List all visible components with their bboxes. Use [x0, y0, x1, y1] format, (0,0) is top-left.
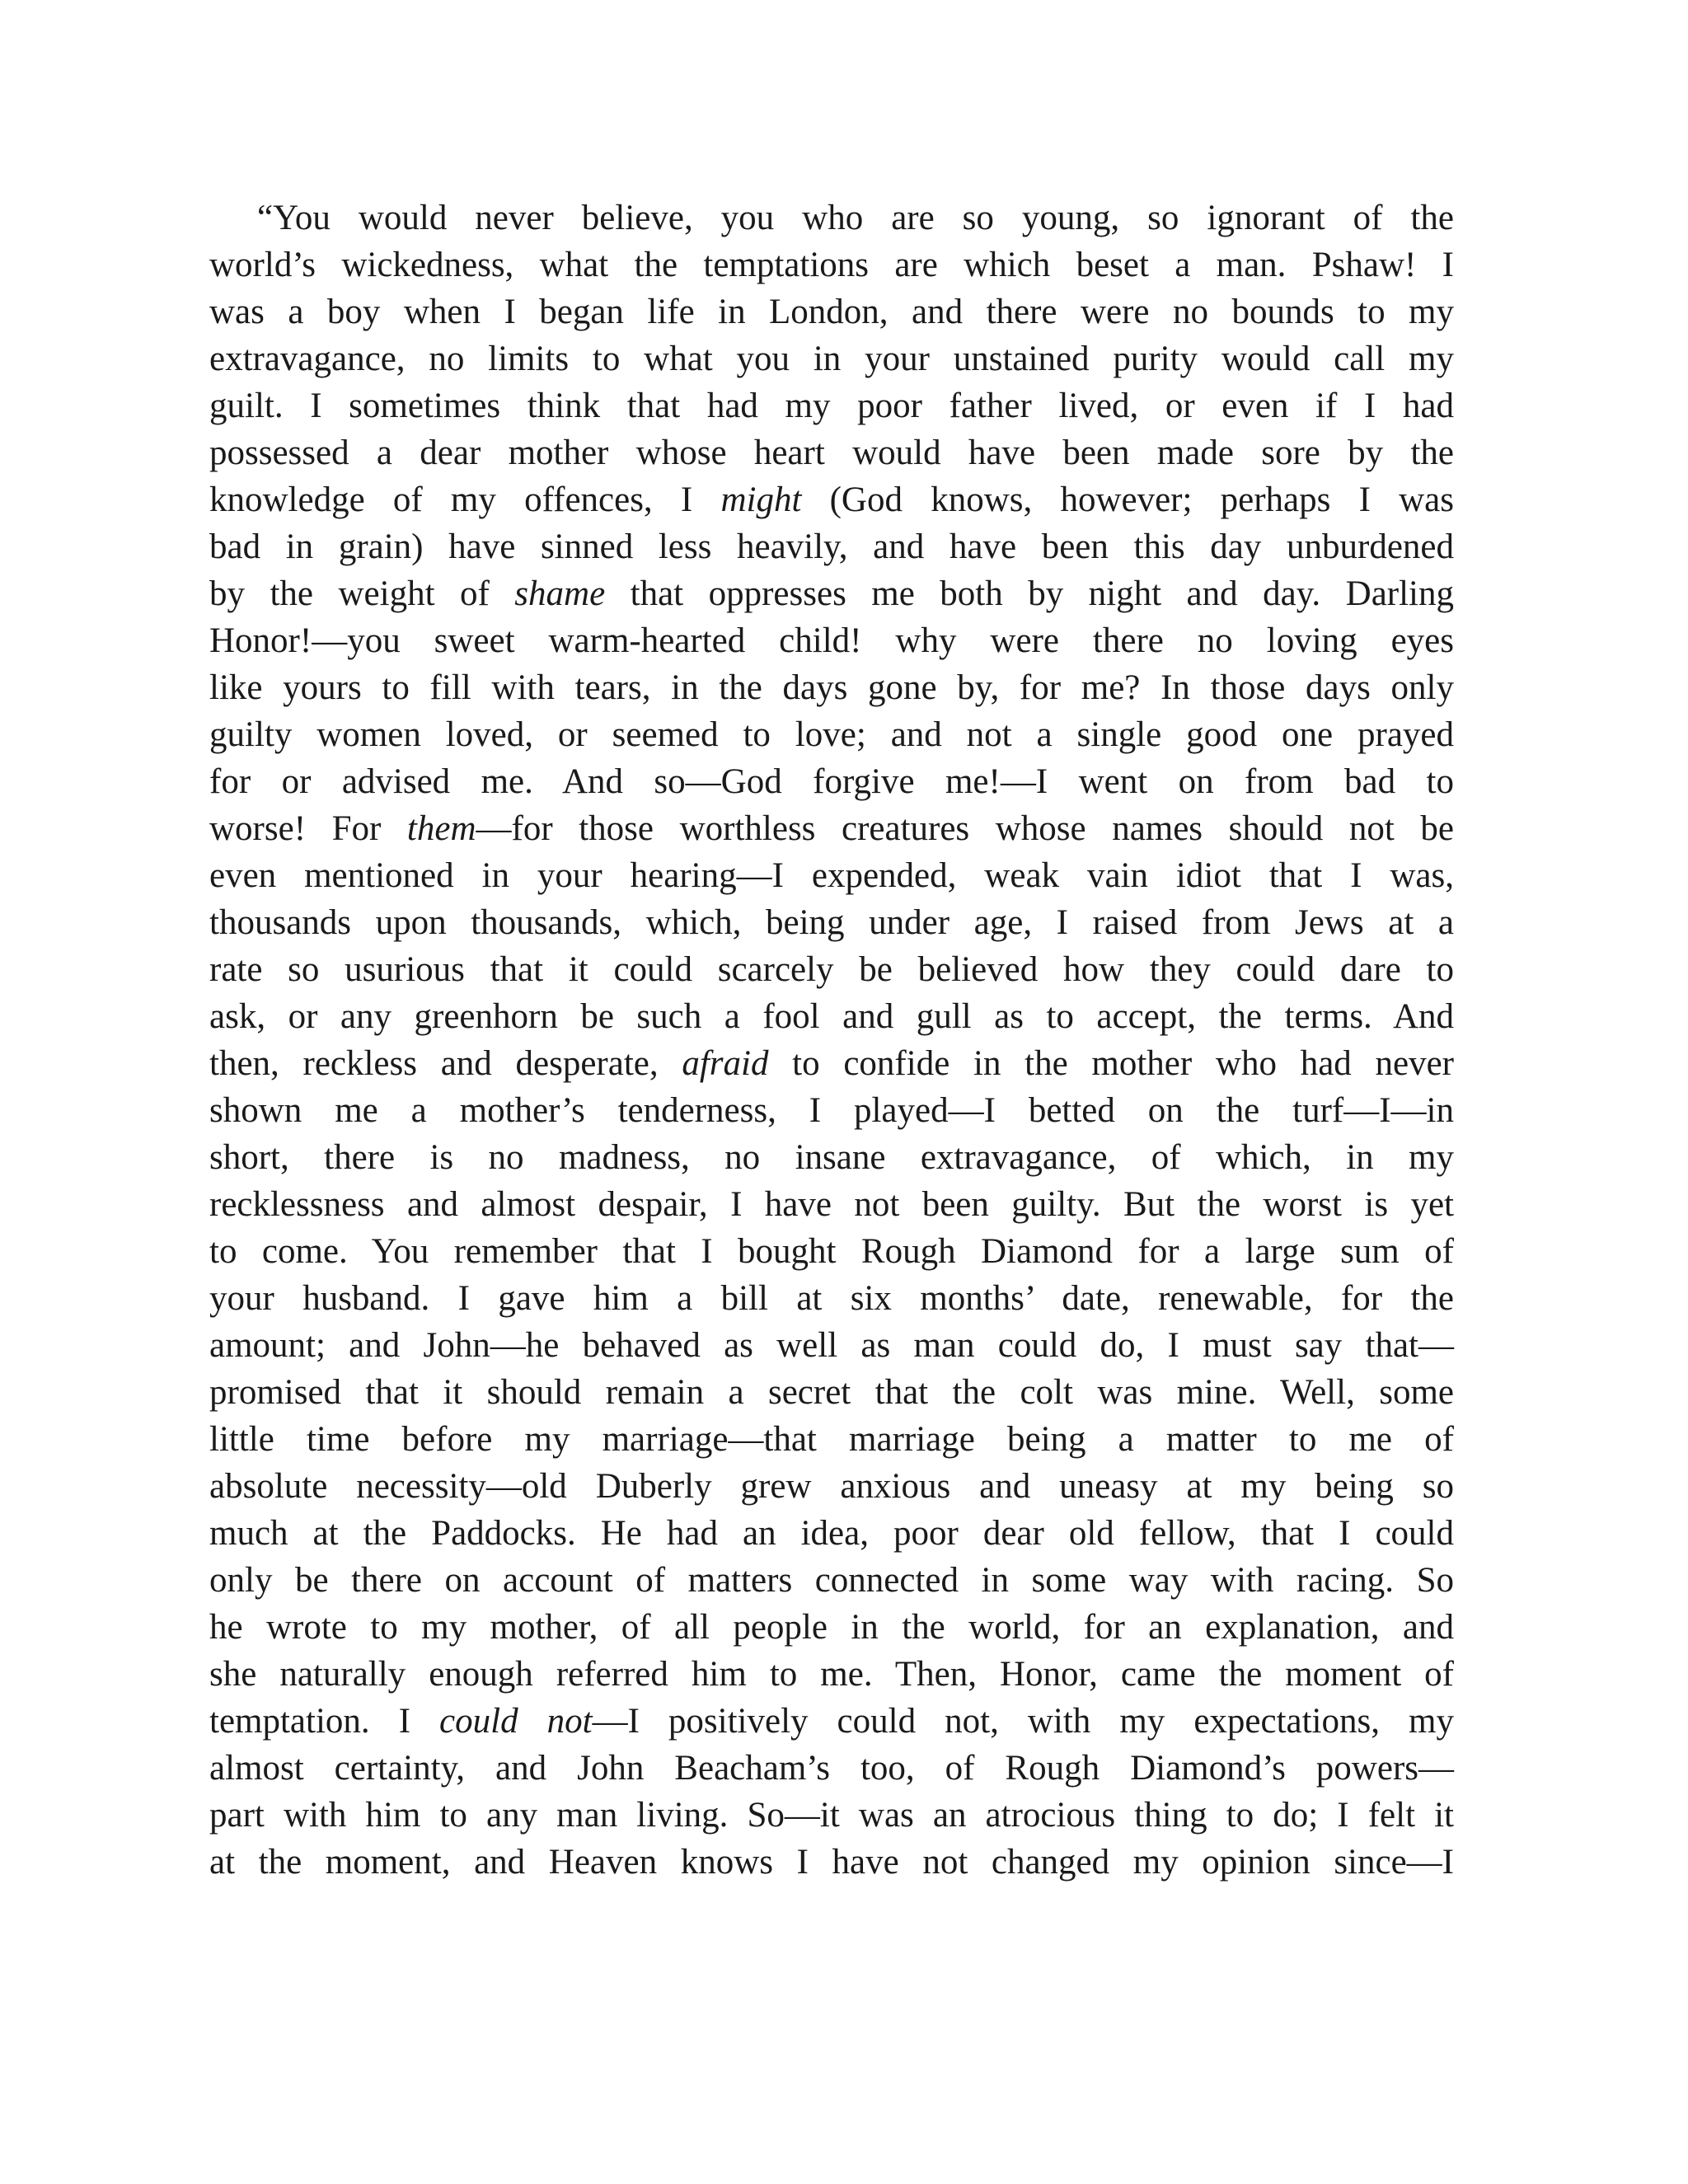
- text-line: he wrote to my mother, of all people in the world, for an explanation, and: [209, 1608, 1454, 1647]
- text-line: much at the Paddocks. He had an idea, poor dear old fellow, that I could: [209, 1514, 1454, 1553]
- text-line: almost certainty, and John Beacham’s too, of Rough Diamond’s powers—: [209, 1749, 1454, 1788]
- text-line: extravagance, no limits to what you in your unstained purity would call my: [209, 340, 1454, 378]
- text-line: only be there on account of matters connected in some way with racing. So: [209, 1561, 1454, 1600]
- text-line: world’s wickedness, what the temptations are which beset a man. Pshaw! I: [209, 246, 1454, 284]
- text-line: rate so usurious that it could scarcely be believed how they could dare to: [209, 950, 1454, 989]
- emphasis-text: afraid: [682, 1044, 769, 1083]
- text-line: absolute necessity—old Duberly grew anxious and uneasy at my being so: [209, 1467, 1454, 1506]
- text-line: short, there is no madness, no insane extravagance, of which, in my: [209, 1138, 1454, 1177]
- text-line: “You would never believe, you who are so young, so ignorant of the: [257, 199, 1454, 237]
- text-line: amount; and John—he behaved as well as man could do, I must say that—: [209, 1326, 1454, 1365]
- text-line: for or advised me. And so—God forgive me!—I went on from bad to: [209, 762, 1454, 801]
- text-line: ask, or any greenhorn be such a fool and gull as to accept, the terms. And: [209, 997, 1454, 1036]
- text-line: by the weight of shame that oppresses me both by night and day. Darling: [209, 574, 1454, 613]
- text-line: to come. You remember that I bought Rough Diamond for a large sum of: [209, 1232, 1454, 1271]
- text-line: little time before my marriage—that marriage being a matter to me of: [209, 1420, 1454, 1459]
- text-line: at the moment, and Heaven knows I have not changed my opinion since—I: [209, 1843, 1454, 1882]
- text-line: promised that it should remain a secret that the colt was mine. Well, some: [209, 1373, 1454, 1412]
- emphasis-text: could not: [439, 1702, 593, 1741]
- text-line: temptation. I could not—I positively could not, with my expectations, my: [209, 1702, 1454, 1741]
- text-line: recklessness and almost despair, I have not been guilty. But the worst is yet: [209, 1185, 1454, 1224]
- text-line: part with him to any man living. So—it was an atrocious thing to do; I felt it: [209, 1796, 1454, 1835]
- text-line: your husband. I gave him a bill at six months’ date, renewable, for the: [209, 1279, 1454, 1318]
- text-line: shown me a mother’s tenderness, I played—I betted on the turf—I—in: [209, 1091, 1454, 1130]
- text-line: like yours to fill with tears, in the days gone by, for me? In those days only: [209, 668, 1454, 707]
- text-line: then, reckless and desperate, afraid to confide in the mother who had never: [209, 1044, 1454, 1083]
- text-line: thousands upon thousands, which, being under age, I raised from Jews at a: [209, 903, 1454, 942]
- text-line: guilty women loved, or seemed to love; and not a single good one prayed: [209, 715, 1454, 754]
- emphasis-text: shame: [514, 574, 606, 613]
- body-paragraph: [209, 194, 1454, 1886]
- text-line: worse! For them—for those worthless creatures whose names should not be: [209, 809, 1455, 848]
- text-line: guilt. I sometimes think that had my poor father lived, or even if I had: [209, 387, 1454, 425]
- text-line: knowledge of my offences, I might (God knows, however; perhaps I was: [209, 480, 1454, 519]
- emphasis-text: might: [720, 480, 802, 519]
- text-line: she naturally enough referred him to me. Then, Honor, came the moment of: [209, 1655, 1454, 1694]
- text-line: possessed a dear mother whose heart would have been made sore by the: [209, 434, 1454, 472]
- text-line: was a boy when I began life in London, and there were no bounds to my: [209, 293, 1454, 331]
- emphasis-text: them: [406, 809, 476, 848]
- text-line: bad in grain) have sinned less heavily, and have been this day unburdened: [209, 527, 1454, 566]
- text-line: Honor!—you sweet warm-hearted child! why were there no loving eyes: [209, 621, 1454, 660]
- text-line: even mentioned in your hearing—I expended, weak vain idiot that I was,: [209, 856, 1454, 895]
